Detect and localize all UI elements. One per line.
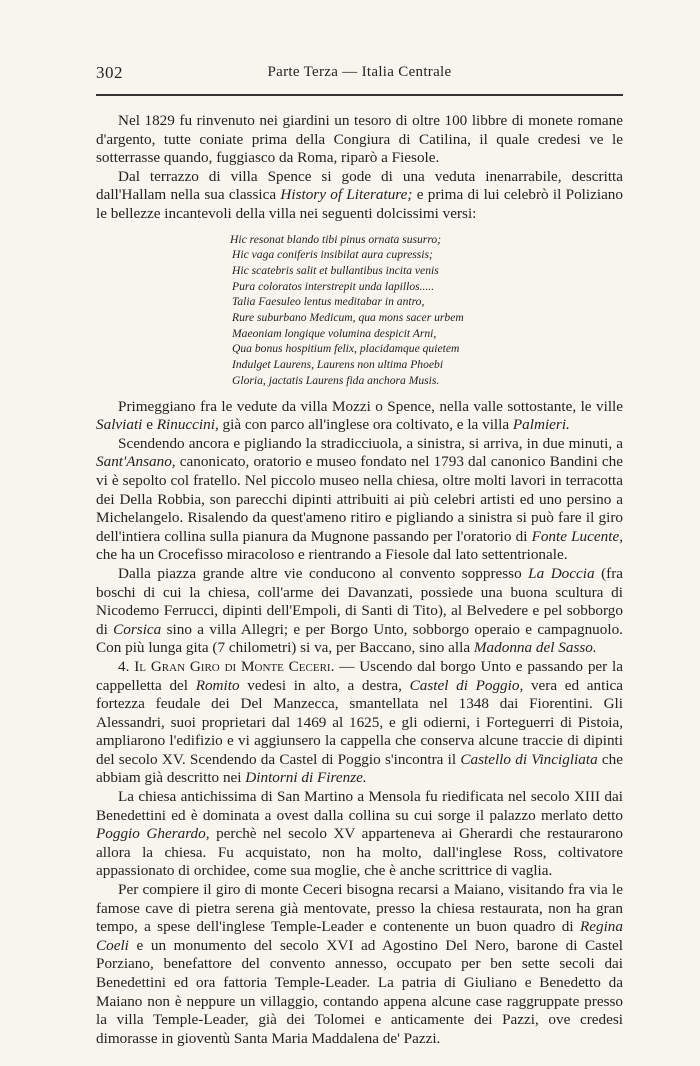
paragraph-maiano: Per compiere il giro di monte Ceceri bisogna recarsi a Maiano, visitando fra via le famose cave di pietra serena già mentovate, presso la chiesa restaurata, non ha gran tempo, a spese dell'inglese Temple-Leader e contenente un buon quadro di Regina Coeli e un monumento del secolo XVI ad Agostino Del Nero, barone di Castel Porziano, benefattore del convento annesso, occupato per ben sette secoli dai Benedettini ed ora fattoria Temple-Leader. La patria di Giuliano e Benedetto da Maiano non è neppure un villaggio, contando appena alcune case raggruppate presso la villa Temple-Leader, già dei Tolomei e anticamente dei Pazzi, ove credesi dimorasse in gioventù Santa Maria Maddalena de' Pazzi. <box>96 881 623 1047</box>
page-body <box>96 112 623 1048</box>
paragraph-villa-spence: Dal terrazzo di villa Spence si gode di una veduta inenarrabile, descritta dall'Hallam nella sua classica History of Literature; e prima di lui celebrò il Poliziano le bellezze incantevoli della villa nei seguenti dolcissimi versi: <box>96 167 623 222</box>
verse-line: Hic vaga coniferis insibilat aura cupressis; <box>232 248 433 262</box>
verse-line: Hic resonat blando tibi pinus ornata susurro; <box>230 232 442 246</box>
paragraph-san-martino: La chiesa antichissima di San Martino a Mensola fu riedificata nel secolo XIII dai Benedettini ed è dominata a ovest dalla collina su cui sorge il palazzo merlato detto Poggio Gherardo, perchè nel secolo XV apparteneva ai Gherardi che restaurarono allora la chiesa. Fu acquistato, non ha molto, dall'inglese Ross, coltivatore appassionato di orchidee, come sua moglie, che è anche scrittrice di vaglia. <box>96 788 624 880</box>
poliziano-verses <box>230 232 623 389</box>
verse-line: Indulget Laurens, Laurens non ultima Phoebi <box>232 358 444 372</box>
verse-line: Gloria, jactatis Laurens fida anchora Musis. <box>232 373 440 387</box>
page-number: 302 <box>96 63 123 82</box>
paragraph-la-doccia: Dalla piazza grande altre vie conducono al convento soppresso La Doccia (fra boschi di cui la chiesa, coll'arme dei Davanzati, possiede una buona scultura di Nicodemo Ferrucci, dipinti dell'Empoli, di Santi di Tito), al Belvedere e pel sobborgo di Corsica sino a villa Allegri; e per Borgo Unto, sobborgo operaio e campagnuolo. Con più lunga gita (7 chilometri) si va, per Baccano, sino alla Madonna del Sasso. <box>96 564 623 657</box>
paragraph-sant-ansano: Scendendo ancora e pigliando la stradicciuola, a sinistra, si arriva, in due minuti, a Sant'Ansano, canonicato, oratorio e museo fondato nel 1793 dal canonico Bandini che vi è sepolto col fratello. Nel piccolo museo nella chiesa, oltre molti lavori in terracotta dei Della Robbia, son parecchi dipinti attribuiti ai più celebri artisti ed uno persino a Michelangelo. Risalendo da quest'ameno ritiro e pigliando a sinistra si può fare il giro dell'intiera collina sulla pianura da Mugnone passando per l'oratorio di Fonte Lucente, che ha un Crocefisso miracoloso e rientrando a Fiesole dal lato settentrionale. <box>96 434 623 564</box>
verse-line: Rure suburbano Medicum, qua mons sacer urbem <box>232 311 464 325</box>
header-rule <box>96 94 623 96</box>
section-heading: 4. Il Gran Giro di Monte Ceceri. <box>118 657 335 675</box>
verse-line: Qua bonus hospitium felix, placidamque quietem <box>232 342 460 356</box>
running-title: Parte Terza — Italia Centrale <box>267 64 452 80</box>
page-header <box>96 63 623 87</box>
paragraph-treasure: Nel 1829 fu rinvenuto nei giardini un tesoro di oltre 100 libbre di monete romane d'argento, tutte coniate prima della Congiura di Catilina, il quale credesi ve le sotterrasse quando, fuggiasco da Roma, riparò a Fiesole. <box>96 112 623 167</box>
paragraph-views: Primeggiano fra le vedute da villa Mozzi o Spence, nella valle sottostante, le ville Salviati e Rinuccini, già con parco all'inglese ora coltivato, e la villa Palmieri. <box>96 397 623 434</box>
verse-line: Talia Faesuleo lentus meditabar in antro, <box>232 295 425 309</box>
verse-line: Pura coloratos interstrepit unda lapillos..... <box>232 279 435 293</box>
verse-line: Hic scatebris salit et bullantibus incita venis <box>232 263 439 277</box>
paragraph-gran-giro: 4. Il Gran Giro di Monte Ceceri. — Uscendo dal borgo Unto e passando per la cappelletta del Romito vedesi in alto, a destra, Castel di Poggio, vera ed antica fortezza feudale dei Del Manzecca, smantellata nel 1348 dai Fiorentini. Gli Alessandri, suoi proprietari dal 1469 al 1625, e gli odierni, i Forteguerri di Pistoia, ampliarono l'edifizio e vi aggiunsero la cappella che conserva alcune traccie di dipinti del secolo XV. Scendendo da Castel di Poggio s'incontra il Castello di Vincigliata che abbiam già descritto nei Dintorni di Firenze. <box>96 657 624 787</box>
verse-line: Maeoniam longique volumina despicit Arni, <box>232 326 437 340</box>
